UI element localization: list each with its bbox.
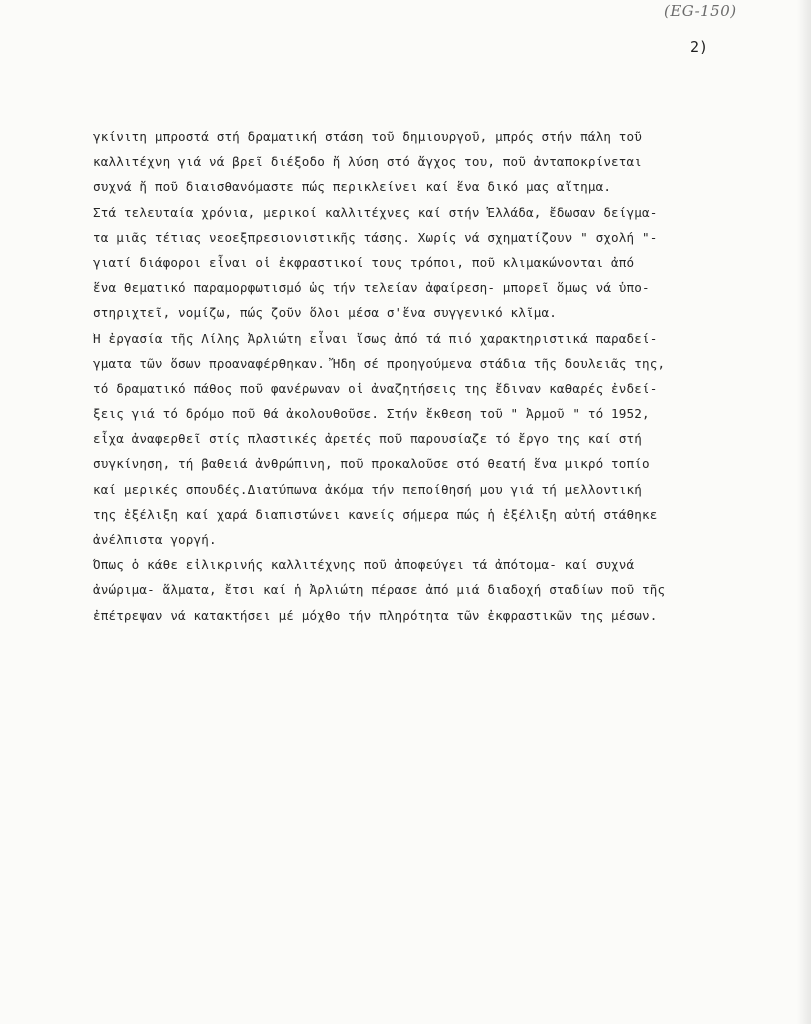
text-line: ἀνώριμα- ἅλματα, ἔτσι καί ἡ Ἀρλιώτη πέρασε ἀπό μιά διαδοχή σταδίων ποῦ τῆς [93, 582, 666, 598]
text-line: συγκίνηση, τή βαθειά ἀνθρώπινη, ποῦ προκαλοῦσε στό θεατή ἕνα μικρό τοπίο [93, 456, 650, 472]
text-line: συχνά ἤ ποῦ διαισθανόμαστε πώς περικλείνει καί ἕνα δικό μας αἴτημα. [93, 179, 612, 195]
text-line: Ὅπως ὁ κάθε εἰλικρινής καλλιτέχνης ποῦ ἀποφεύγει τά ἀπότομα- καί συχνά [93, 557, 635, 573]
text-line: Ἡ ἐργασία τῆς Λίλης Ἀρλιώτη εἶναι ἴσως ἀπό τά πιό χαρακτηριστικά παραδεί- [93, 330, 658, 346]
text-line: τό δραματικό πάθος ποῦ φανέρωναν οἱ ἀναζητήσεις της ἔδιναν καθαρές ἐνδεί- [93, 380, 658, 396]
text-line: καλλιτέχνη γιά νά βρεῖ διέξοδο ἤ λύση στό ἄγχος του, ποῦ ἀνταποκρίνεται [93, 154, 642, 170]
text-line: της ἐξέλιξη καί χαρά διαπιστώνει κανείς σήμερα πώς ἡ ἐξέλιξη αὐτή στάθηκε [93, 506, 658, 522]
text-line: καί μερικές σπουδές.Διατύπωνα ἀκόμα τήν πεποίθησή μου γιά τή μελλοντική [93, 481, 642, 497]
page-number: 2) [690, 38, 709, 56]
text-line: γματα τῶν ὅσων προαναφέρθηκαν. Ἤδη σέ προηγούμενα στάδια τῆς δουλειᾶς της, [93, 355, 666, 371]
text-line: τα μιᾶς τέτιας νεοεξπρεσιονιστικῆς τάσης. Χωρίς νά σχηματίζουν " σχολή "- [93, 229, 658, 245]
text-line: εἶχα ἀναφερθεῖ στίς πλαστικές ἀρετές ποῦ παρουσίαζε τό ἔργο της καί στή [93, 431, 642, 447]
text-line: στηριχτεῖ, νομίζω, πώς ζοῦν ὅλοι μέσα σ'ἕνα συγγενικό κλῖμα. [93, 305, 557, 321]
text-line: ἕνα θεματικό παραμορφωτισμό ὡς τήν τελείαν ἀφαίρεση- μπορεῖ ὅμως νά ὑπο- [93, 280, 650, 296]
page-edge-shadow [797, 0, 811, 1024]
text-line: ἀνέλπιστα γοργή. [93, 532, 217, 547]
text-line: ξεις γιά τό δρόμο ποῦ θά ἀκολουθοῦσε. Στήν ἔκθεση τοῦ " Ἀρμοῦ " τό 1952, [93, 406, 650, 422]
archive-reference: (EG-150) [664, 2, 737, 20]
text-line: Στά τελευταία χρόνια, μερικοί καλλιτέχνες καί στήν Ἑλλάδα, ἔδωσαν δείγμα- [93, 204, 658, 220]
text-line: ἐπέτρεψαν νά κατακτήσει μέ μόχθο τήν πληρότητα τῶν ἐκφραστικῶν της μέσων. [93, 607, 658, 623]
body-text [93, 124, 783, 628]
text-line: γιατί διάφοροι εἶναι οἱ ἐκφραστικοί τους τρόποι, ποῦ κλιμακώνονται ἀπό [93, 254, 635, 270]
text-line: γκίνιτη μπροστά στή δραματική στάση τοῦ δημιουργοῦ, μπρός στήν πάλη τοῦ [93, 129, 642, 144]
